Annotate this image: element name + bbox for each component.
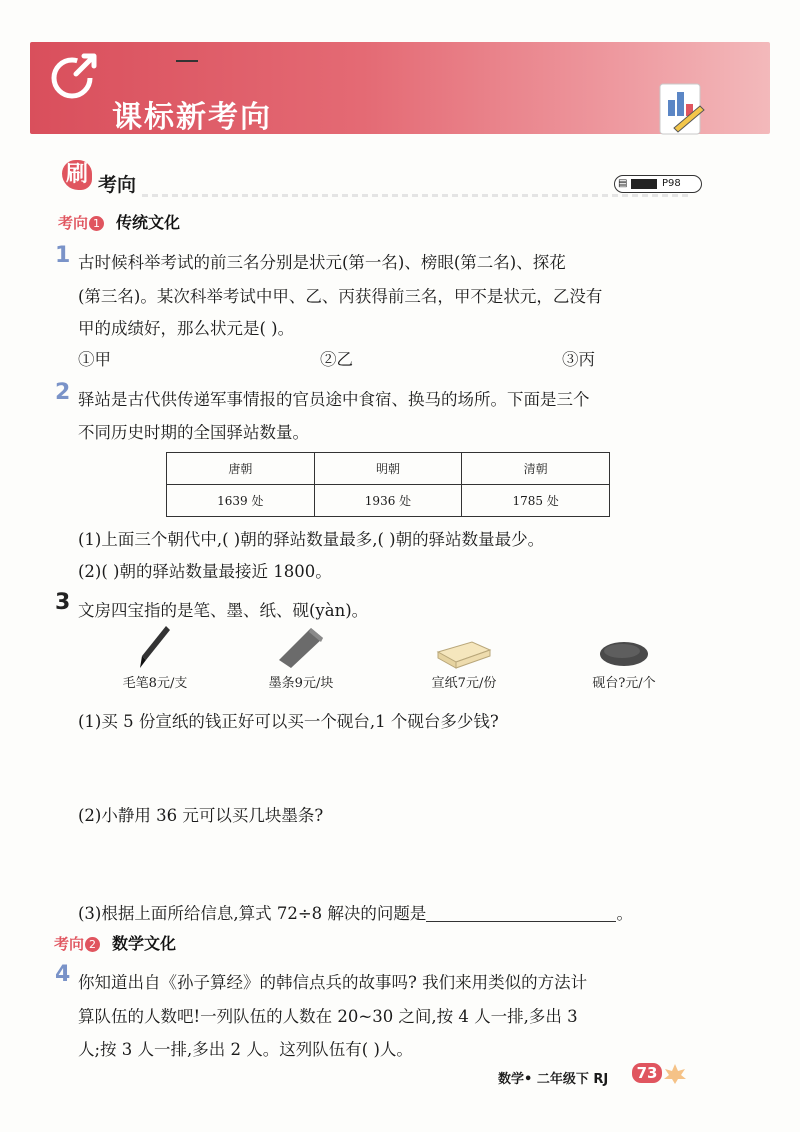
topic-tag: 考向	[58, 214, 89, 232]
q3-sub-1: (1)买 5 份宣纸的钱正好可以买一个砚台,1 个砚台多少钱?	[78, 712, 499, 731]
refresh-arrow-icon	[48, 50, 100, 102]
table-row	[167, 485, 610, 517]
topic-name: 传统文化	[116, 213, 181, 232]
inkstone-icon	[592, 622, 656, 672]
table-header-cell: 清朝	[462, 453, 610, 485]
topic-heading-1	[58, 210, 180, 233]
q3-sub-3-text: (3)根据上面所给信息,算式 72÷8 解决的问题是	[78, 904, 427, 923]
q3-sub-3	[78, 900, 633, 924]
q2-line-2: 不同历史时期的全国驿站数量。	[78, 423, 309, 442]
topic-number: 1	[89, 216, 104, 231]
question-number-3: 3	[55, 590, 71, 615]
section-badge: 刷	[62, 160, 92, 190]
q1-option-3: ③丙	[562, 350, 595, 369]
banner-dash	[176, 60, 198, 62]
q1-line-1: 古时候科举考试的前三名分别是状元(第一名)、榜眼(第二名)、探花	[78, 253, 566, 272]
section-heading	[62, 158, 702, 198]
answer-blank[interactable]	[426, 907, 616, 922]
chart-pencil-icon	[656, 78, 708, 138]
q1-option-2: ②乙	[320, 350, 353, 369]
item-paper	[414, 622, 514, 691]
q4-line-1: 你知道出自《孙子算经》的韩信点兵的故事吗? 我们来用类似的方法计	[78, 973, 588, 992]
topic-name: 数学文化	[112, 934, 177, 953]
station-count-table	[166, 452, 610, 517]
q4-line-3: 人;按 3 人一排,多出 2 人。这列队伍有( )人。	[78, 1040, 413, 1059]
question-number-2: 2	[55, 380, 71, 405]
ref-label-block	[631, 179, 657, 189]
item-label: 砚台?元/个	[592, 676, 656, 691]
q2-sub-2: (2)( )朝的驿站数量最接近 1800。	[78, 562, 332, 581]
brush-icon	[130, 622, 180, 672]
section-title: 考向	[98, 174, 137, 196]
item-inkstone	[574, 622, 674, 691]
item-label: 墨条9元/块	[268, 676, 334, 691]
footer-label: 数学• 二年级下 RJ	[498, 1072, 609, 1087]
q4-line-2: 算队伍的人数吧!一列队伍的人数在 20~30 之间,按 4 人一排,多出 3	[78, 1007, 578, 1026]
table-cell: 1936 处	[314, 485, 462, 517]
question-number-4: 4	[55, 962, 71, 987]
topic-heading-2	[54, 931, 176, 954]
item-label: 毛笔8元/支	[122, 676, 188, 691]
table-header-cell: 明朝	[314, 453, 462, 485]
q1-option-1: ①甲	[78, 350, 111, 369]
table-header-cell: 唐朝	[167, 453, 315, 485]
question-number-1: 1	[55, 243, 71, 268]
topic-number: 2	[85, 937, 100, 952]
q3-intro: 文房四宝指的是笔、墨、纸、砚(yàn)。	[78, 601, 369, 620]
paper-icon	[432, 622, 496, 672]
banner-title: 课标新考向	[112, 100, 272, 135]
table-cell: 1785 处	[462, 485, 610, 517]
document-icon: ▤	[618, 178, 628, 189]
q1-line-3: 甲的成绩好，那么状元是( )。	[78, 319, 295, 338]
maple-leaf-icon	[662, 1062, 688, 1086]
page-number: 73	[632, 1063, 662, 1083]
q2-line-1: 驿站是古代供传递军事情报的官员途中食宿、换马的场所。下面是三个	[78, 390, 590, 409]
ref-page: P98	[662, 178, 681, 189]
table-cell: 1639 处	[167, 485, 315, 517]
item-brush	[110, 622, 200, 691]
table-header-row	[167, 453, 610, 485]
item-ink-stick	[256, 622, 346, 691]
topic-tag: 考向	[54, 935, 85, 953]
q1-line-2: (第三名)。某次科举考试中甲、乙、丙获得前三名，甲不是状元，乙没有	[78, 287, 603, 306]
ink-stick-icon	[271, 622, 331, 672]
answer-page-ref	[614, 175, 702, 193]
q3-sub-3-end: 。	[616, 904, 633, 923]
item-label: 宣纸7元/份	[431, 676, 497, 691]
section-divider	[142, 194, 692, 197]
q3-sub-2: (2)小静用 36 元可以买几块墨条?	[78, 806, 324, 825]
q2-sub-1: (1)上面三个朝代中,( )朝的驿站数量最多,( )朝的驿站数量最少。	[78, 530, 545, 549]
